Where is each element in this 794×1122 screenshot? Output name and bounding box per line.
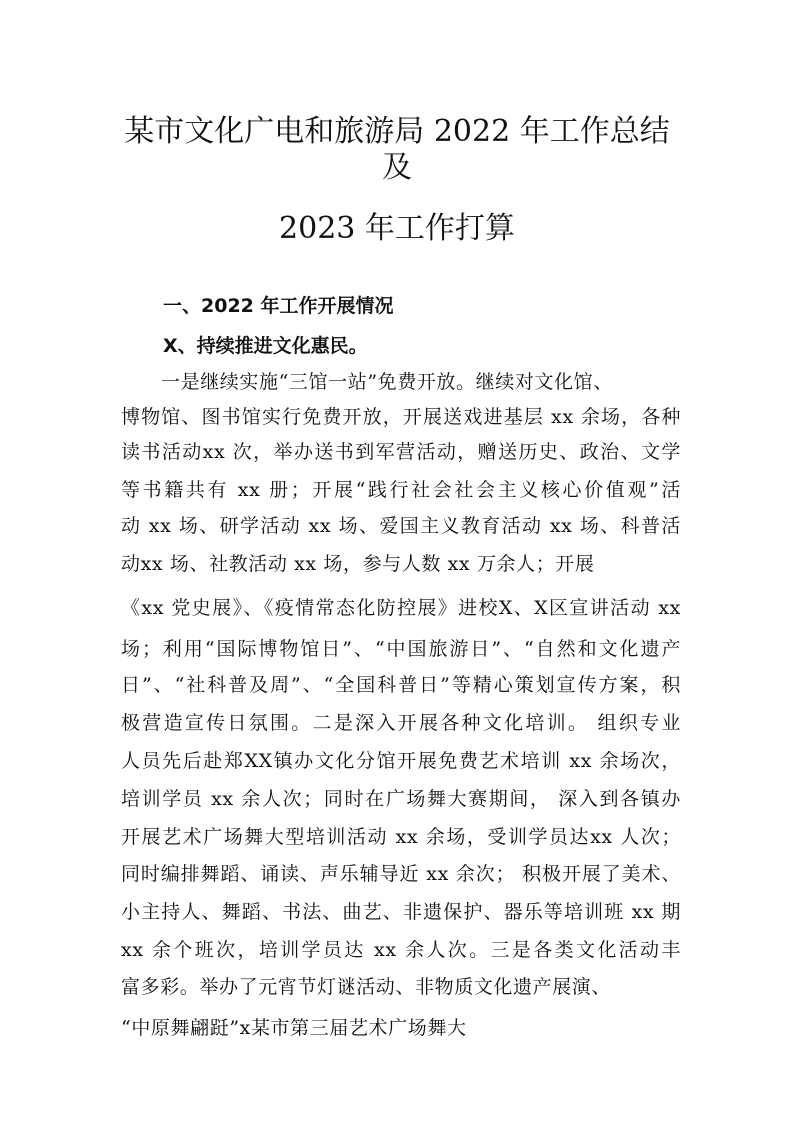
body-line: 博物馆、图书馆实行免费开放，开展送戏进基层 xx 余场，各种 bbox=[121, 406, 681, 428]
body-line: 同时编排舞蹈、诵读、声乐辅导近 xx 余次； 积极开展了美术、 bbox=[121, 863, 681, 885]
body-line: 培训学员 xx 余人次；同时在广场舞大赛期间， 深入到各镇办 bbox=[121, 788, 681, 810]
body-line: 开展艺术广场舞大型培训活动 xx 余场，受训学员达xx 人次； bbox=[121, 826, 681, 848]
sub-heading: X、持续推进文化惠民。 bbox=[163, 335, 368, 357]
body-line: 一是继续实施“三馆一站”免费开放。继续对文化馆、 bbox=[161, 371, 613, 393]
body-line: 等书籍共有 xx 册；开展“践行社会社会主义核心价值观”活 bbox=[121, 479, 681, 501]
body-line: 《xx 党史展》、《疫情常态化防控展》进校X、X区宣讲活动 xx bbox=[121, 597, 681, 619]
section-heading: 一、2022 年工作开展情况 bbox=[163, 295, 394, 317]
body-line: 人员先后赴郑XX镇办文化分馆开展免费艺术培训 xx 余场次， bbox=[121, 750, 681, 772]
body-line: 富多彩。举办了元宵节灯谜活动、非物质文化遗产展演、 bbox=[121, 976, 612, 998]
body-line: “中原舞翩跹”x某市第三届艺术广场舞大 bbox=[121, 1017, 467, 1039]
body-line: 极营造宣传日氛围。二是深入开展各种文化培训。 组织专业 bbox=[121, 712, 681, 734]
body-line: 读书活动xx 次，举办送书到军营活动，赠送历史、政治、文学 bbox=[121, 441, 681, 463]
body-line: xx 余个班次，培训学员达 xx 余人次。三是各类文化活动丰 bbox=[121, 939, 681, 961]
body-line: 动xx 场、社教活动 xx 场，参与人数 xx 万余人；开展 bbox=[121, 553, 595, 575]
body-line: 小主持人、舞蹈、书法、曲艺、非遗保护、器乐等培训班 xx 期 bbox=[121, 901, 681, 923]
body-line: 动 xx 场、研学活动 xx 场、爱国主义教育活动 xx 场、科普活 bbox=[121, 515, 681, 537]
document-title-line-2: 及 bbox=[382, 150, 412, 185]
body-line: 日”、“社科普及周”、“全国科普日”等精心策划宣传方案，积 bbox=[121, 674, 681, 696]
document-title-line-3: 2023 年工作打算 bbox=[279, 211, 515, 246]
body-line: 场；利用“国际博物馆日”、“中国旅游日”、“自然和文化遗产 bbox=[121, 638, 681, 660]
document-title-line-1: 某市文化广电和旅游局 2022 年工作总结 bbox=[124, 114, 670, 149]
